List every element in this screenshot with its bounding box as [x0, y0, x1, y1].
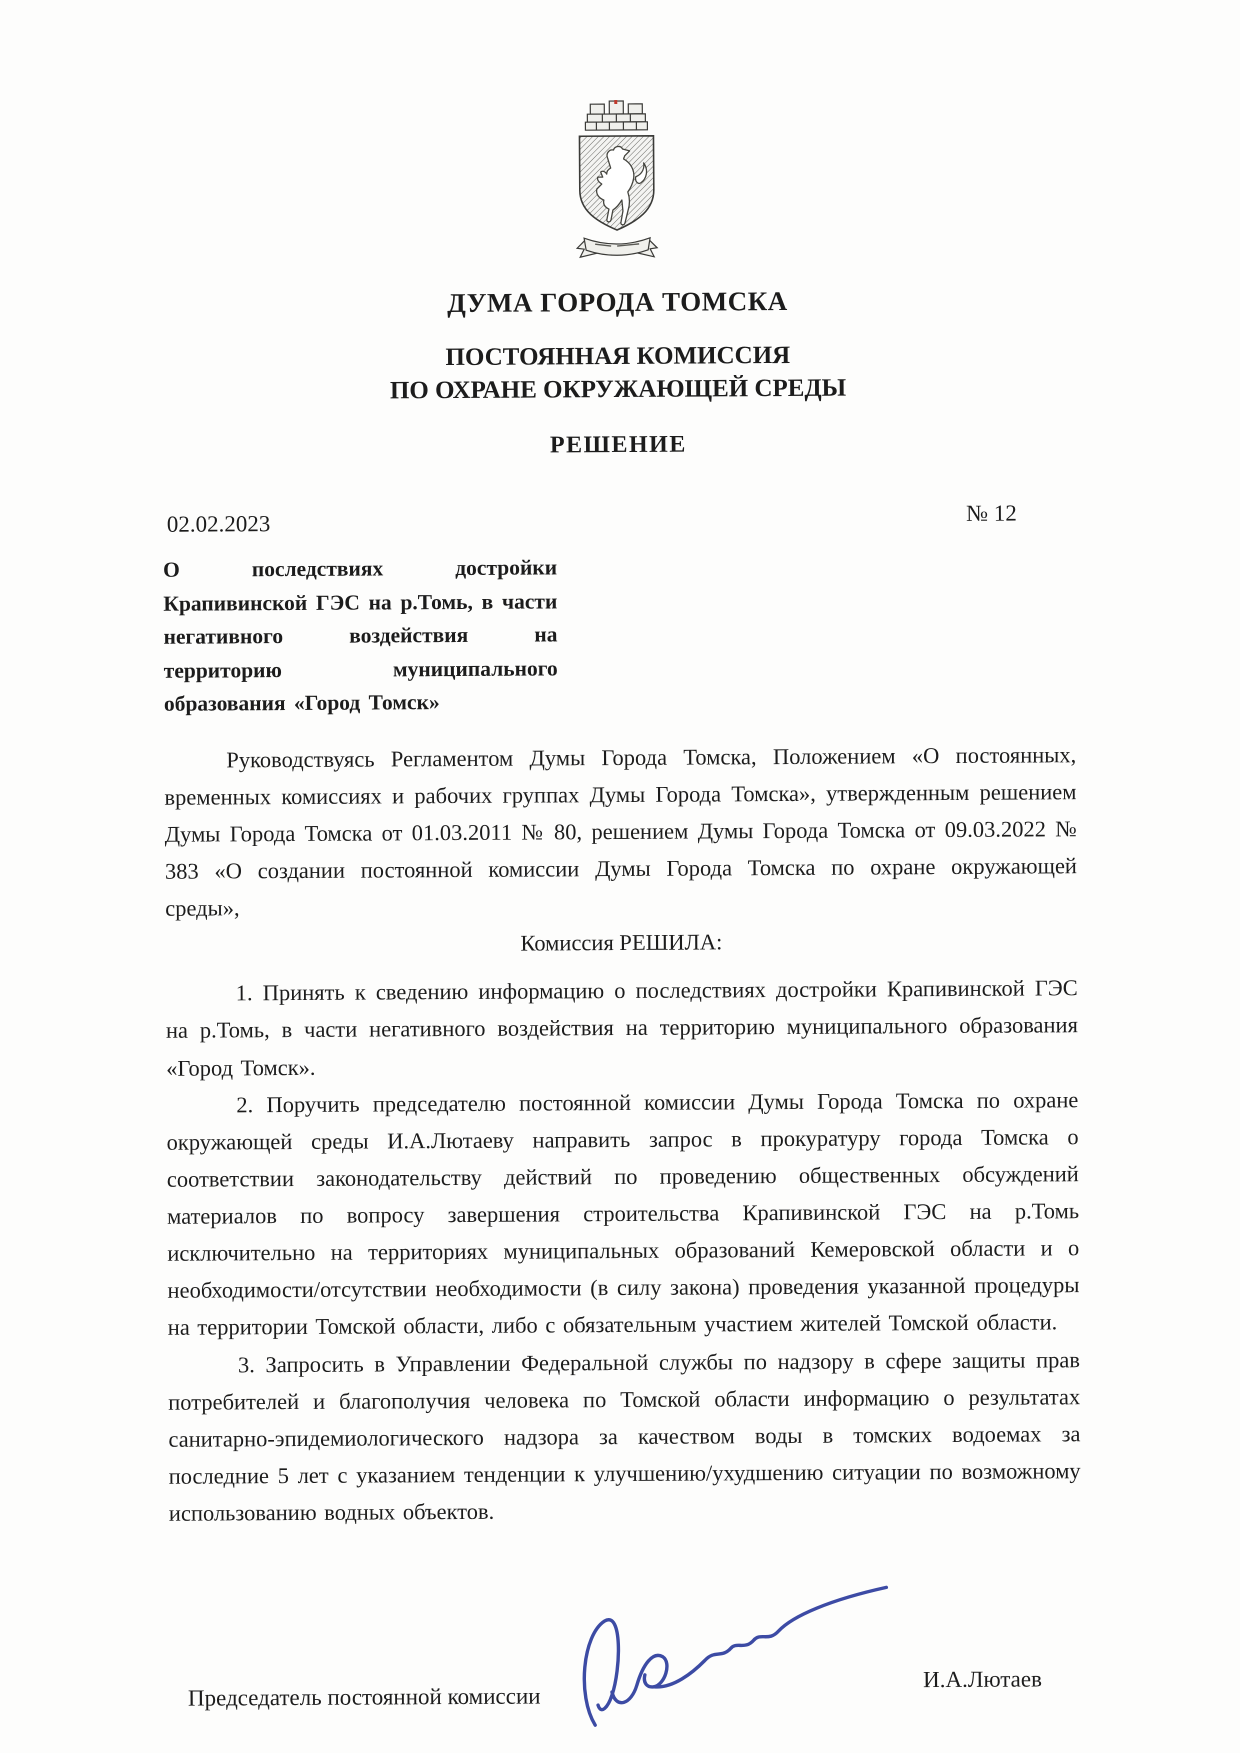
handwritten-signature [564, 1576, 895, 1744]
resolution-item-1: 1. Принять к сведению информацию о последствиях достройки Крапивинской ГЭС на р.Томь, в части негативного воздействия на территорию муниципального образования «Город Томск». [165, 975, 1078, 1081]
document-type: РЕШЕНИЕ [549, 431, 687, 459]
resolution-item-2: 2. Поручить председателю постоянной комиссии Думы Города Томска по охране окружающей среды И.А.Лютаеву направить запрос в прокуратуру города Томска о соответствии законодательству действий по проведению общественных обсуждений материалов по вопросу завершения строительства Крапивинской ГЭС на р.Томь исключительно на территориях муниципальных образований Кемеровской области и о необходимости/отсутствии необходимости (в силу закона) проведения указанной процедуры на территории Томской области, либо с обязательным участием жителей Томской области. [166, 1086, 1080, 1341]
resolution-item-3: 3. Запросить в Управлении Федеральной службы по надзору в сфере защиты прав потребителей и благополучия человека по Томской области информацию о результатах санитарно-эпидемиологического надзора за качеством воды в томских водоемах за последние 5 лет с указанием тенденции к улучшению/ухудшению ситуации по возможному использованию водных объектов. [168, 1346, 1081, 1526]
document-content [160, 0, 1083, 1753]
tomsk-coat-of-arms-icon [566, 100, 667, 274]
preamble-paragraph: Руководствуясь Регламентом Думы Города Томска, Положением «О постоянных, временных комиссиях и рабочих группах Думы Города Томска», утвержденным решением Думы Города Томска от 01.03.2011 № 80, решением Думы Города Томска от 09.03.2022 № 383 «О создании постоянной комиссии Думы Города Томска по охране окружающей среды», [164, 741, 1078, 921]
signer-role: Председатель постоянной комиссии [187, 1683, 541, 1711]
document-date: 02.02.2023 [166, 511, 271, 537]
resolution-items [166, 969, 1081, 1531]
commission-name-line1: ПОСТОЯННАЯ КОМИССИЯ [445, 341, 791, 372]
signature-block [169, 1562, 1082, 1753]
resolution-heading: Комиссия РЕШИЛА: [520, 929, 723, 956]
document-number: № 12 [966, 500, 1017, 526]
commission-name-line2: ПО ОХРАНЕ ОКРУЖАЮЩЕЙ СРЕДЫ [389, 374, 847, 405]
org-name: ДУМА ГОРОДА ТОМСКА [447, 285, 788, 319]
document-meta-row [163, 500, 1075, 537]
commission-name [162, 337, 1074, 409]
document-subject: О последствиях достройки Крапивинской ГЭС на р.Томь, в части негативного воздействия на территорию муниципального образования «Город Томск» [163, 555, 558, 716]
signer-name: И.А.Лютаев [923, 1666, 1042, 1693]
